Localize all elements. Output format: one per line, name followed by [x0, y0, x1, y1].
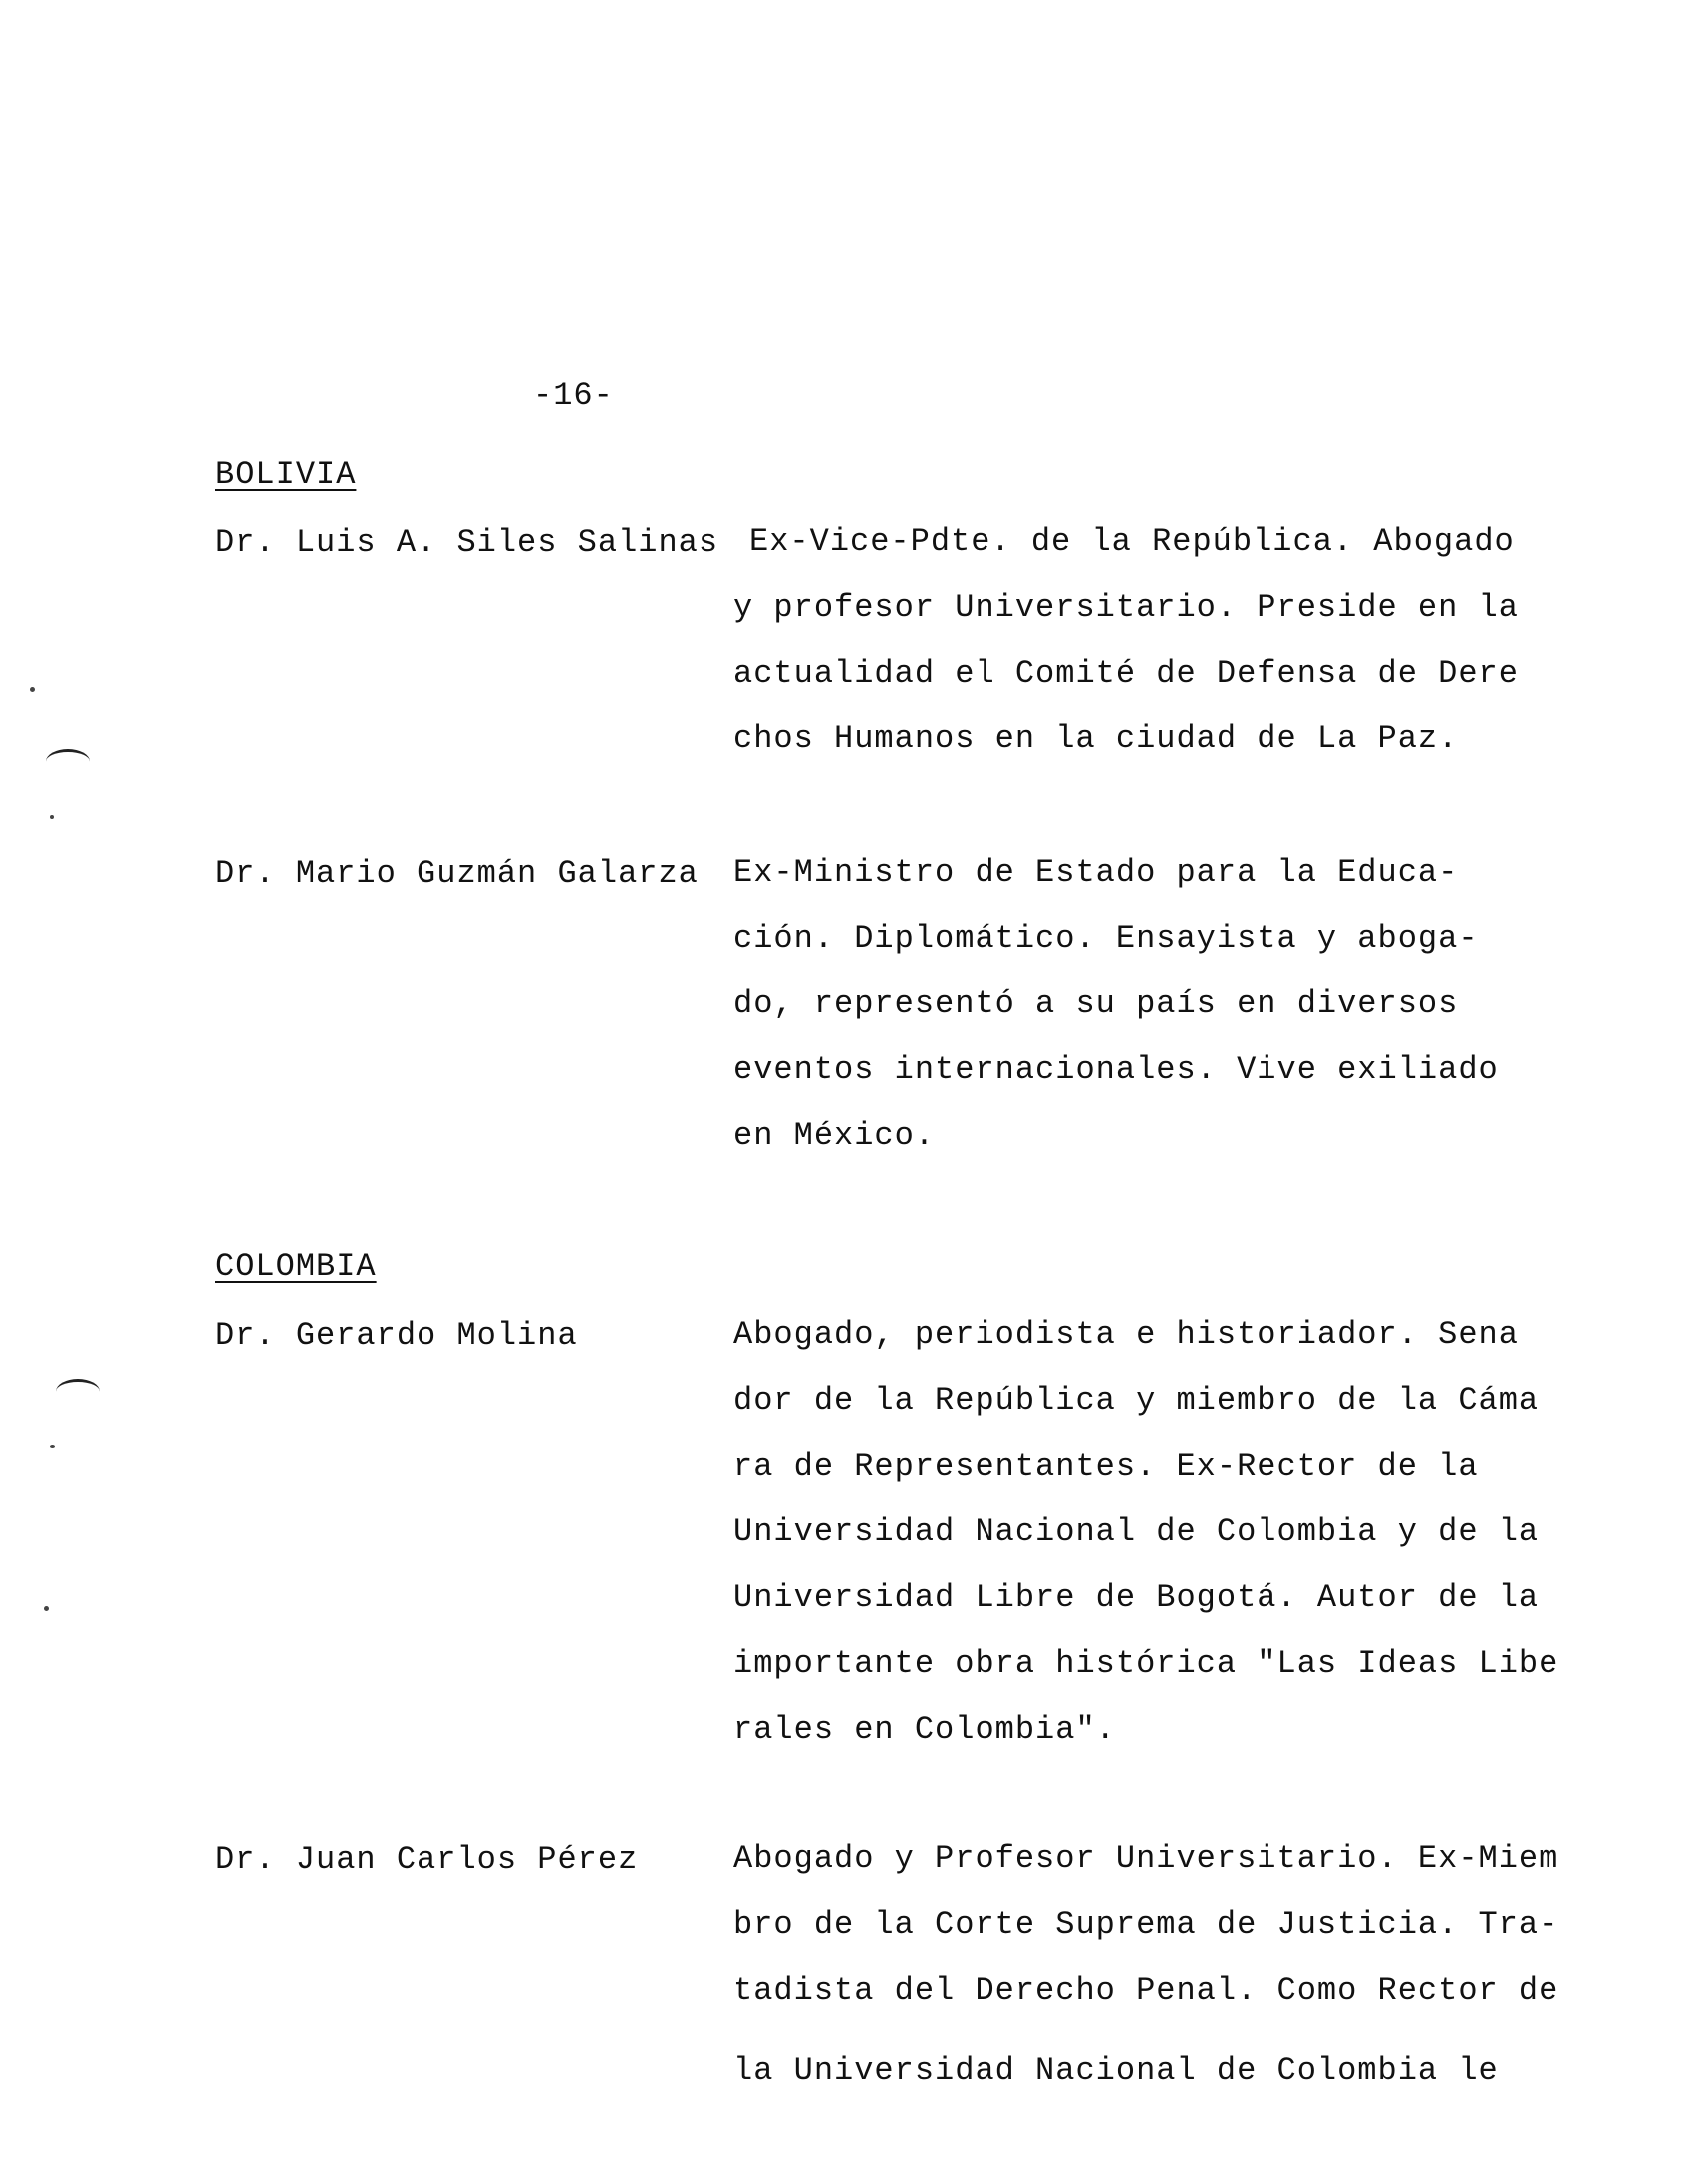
description-line: actualidad el Comité de Defensa de Dere: [733, 655, 1519, 691]
description-line: en México.: [733, 1117, 936, 1154]
scan-artifact-arc: [46, 749, 90, 774]
scan-artifact-dot: [50, 815, 54, 819]
scan-artifact-dot: [50, 1445, 55, 1448]
section-heading-bolivia: BOLIVIA: [215, 456, 357, 493]
scan-artifact-dot: [30, 687, 35, 692]
entry-description: [733, 840, 1570, 1169]
entry-name: Dr. Luis A. Siles Salinas: [215, 524, 719, 561]
description-line: bro de la Corte Suprema de Justicia. Tra-: [733, 1906, 1559, 1943]
description-line: la Universidad Nacional de Colombia le: [733, 2052, 1499, 2089]
description-line: y profesor Universitario. Preside en la: [733, 589, 1519, 626]
description-line: Abogado y Profesor Universitario. Ex-Miem: [733, 1840, 1559, 1877]
entry-description: [733, 2039, 1570, 2104]
description-line: tadista del Derecho Penal. Como Rector de: [733, 1972, 1559, 2009]
description-line: ra de Representantes. Ex-Rector de la: [733, 1448, 1479, 1485]
entry-name: Dr. Juan Carlos Pérez: [215, 1841, 639, 1878]
description-line: Ex-Vice-Pdte. de la República. Abogado: [749, 523, 1515, 560]
entry-description: [733, 1302, 1570, 1763]
entry-description: [749, 509, 1586, 575]
description-line: rales en Colombia".: [733, 1711, 1116, 1748]
description-line: dor de la República y miembro de la Cáma: [733, 1382, 1540, 1419]
description-line: ción. Diplomático. Ensayista y aboga-: [733, 920, 1479, 956]
description-line: Universidad Libre de Bogotá. Autor de la: [733, 1579, 1540, 1616]
page-number: -16-: [533, 377, 614, 413]
entry-name: Dr. Gerardo Molina: [215, 1317, 578, 1354]
description-line: do, representó a su país en diversos: [733, 985, 1459, 1022]
scan-artifact-dot: [44, 1606, 49, 1611]
description-line: Universidad Nacional de Colombia y de la: [733, 1513, 1540, 1550]
entry-description: [733, 1826, 1570, 2024]
description-line: Abogado, periodista e historiador. Sena: [733, 1316, 1519, 1353]
entry-name: Dr. Mario Guzmán Galarza: [215, 855, 699, 892]
description-line: Ex-Ministro de Estado para la Educa-: [733, 854, 1459, 891]
scan-artifact-arc: [56, 1379, 100, 1404]
description-line: eventos internacionales. Vive exiliado: [733, 1051, 1499, 1088]
entry-description: [733, 575, 1570, 772]
section-heading-colombia: COLOMBIA: [215, 1248, 377, 1285]
description-line: chos Humanos en la ciudad de La Paz.: [733, 720, 1459, 757]
description-line: importante obra histórica "Las Ideas Libe: [733, 1645, 1559, 1682]
